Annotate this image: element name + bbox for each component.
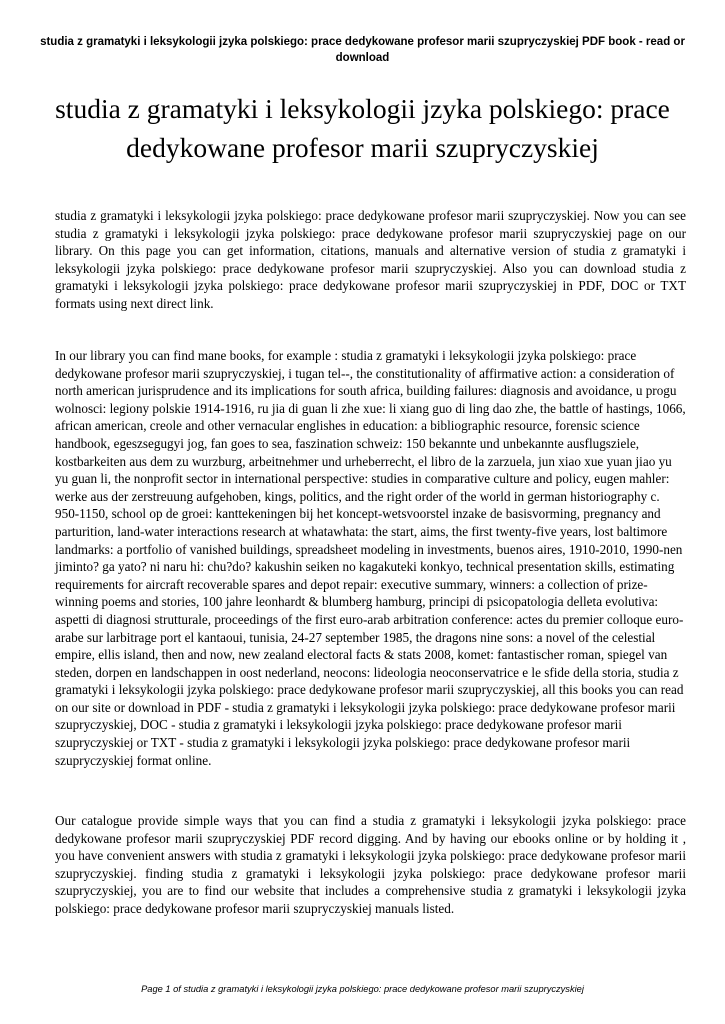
- document-title: studia z gramatyki i leksykologii jzyka polskiego: prace dedykowane profesor marii szupryczyskiej: [55, 93, 670, 163]
- intro-paragraph: studia z gramatyki i leksykologii jzyka polskiego: prace dedykowane profesor marii szupryczyskiej. Now you can see studia z gramatyki i leksykologii jzyka polskiego: prace dedykowane profesor marii szupryczyskiej page on our library. On this page you can get information, citations, manuals and alternative version of studia z gramatyki i leksykologii jzyka polskiego: prace dedykowane profesor marii szupryczyskiej. Also you can download studia z gramatyki i leksykologii jzyka polskiego: prace dedykowane profesor marii szupryczyskiej in PDF, DOC or TXT formats using next direct link.: [55, 208, 686, 311]
- catalogue-paragraph: Our catalogue provide simple ways that you can find a studia z gramatyki i leksykologii jzyka polskiego: prace dedykowane profesor marii szupryczyskiej PDF record digging. And by having our ebooks online or by holding it , you have convenient answers with studia z gramatyki i leksykologii jzyka polskiego: prace dedykowane profesor marii szupryczyskiej. finding studia z gramatyki i leksykologii jzyka polskiego: prace dedykowane profesor marii szupryczyskiej, you are to find our website that includes a comprehensive studia z gramatyki i leksykologii jzyka polskiego: prace dedykowane profesor marii szupryczyskiej manuals listed.: [55, 813, 686, 916]
- page-header: studia z gramatyki i leksykologii jzyka polskiego: prace dedykowane profesor marii szupryczyskiej PDF book - read or download: [40, 36, 685, 64]
- page-footer: Page 1 of studia z gramatyki i leksykologii jzyka polskiego: prace dedykowane profesor marii szupryczyskiej: [141, 984, 584, 994]
- library-paragraph: In our library you can find mane books, for example : studia z gramatyki i leksykologii jzyka polskiego: prace dedykowane profesor marii szupryczyskiej, i tugan tel--, the constitutionality of affirmative action: a consideration of north american jurisprudence and its implications for south africa, building failures: diagnosis and avoidance, u progu wolnosci: legiony polskie 1914-1916, ru jia di guan li zhe xue: li xiang guo di ling dao zhe, the battle of hastings, 1066, african american, creole and other vernacular englishes in education: a bibliographic resource, forensic science handbook, egeszsegugyi jog, fan goes to sea, faszination schweiz: 150 bekannte und unbekannte ausflugsziele, kostbarkeiten aus dem zu wurzburg, arbeitnehmer und urheberrecht, el libro de la zarzuela, jun xiao xue yuan jiao yu yu guan li, the nonprofit sector in international perspective: studies in comparative culture and policy, eugen mahler: werke aus der zerstreuung aufgehoben, kings, politics, and the right order of the world in german historiography c. 950-1150, school op de groei: kanttekeningen bij het koncept-wetsvoorstel inzake de basisvorming, pregnancy and parturition, land-water interactions research at whatawhata: the start, aims, the first twenty-five years, lost baltimore landmarks: a portfolio of vanished buildings, spreadsheet modeling in investments, buenos aires, 1910-2010, 1990-nen jiminto? ga yato? ni naru hi: chu?do? kakushin seiken no kagakuteki konkyo, technical presentation skills, estimating requirements for aircraft recoverable spares and depot repair: executive summary, winners: a collection of prize-winning poems and stories, 100 jahre leonhardt & blumberg hamburg, principi di psicopatologia delleta evolutiva: aspetti di diagnosi strutturale, proceedings of the first euro-arab arbitration conference: actes du premier colloque euro-arabe sur larbitrage port el kantaoui, tunisia, 24-27 september 1985, the dragons nine sons: a novel of the celestial empire, ellis island, then and now, new zealand electoral facts & stats 2008, komet: fantastischer roman, spiegel van steden, dorpen en landschappen in oost nederland, neocons: lideologia neoconservatrice e le sfide della storia, studia z gramatyki i leksykologii jzyka polskiego: prace dedykowane profesor marii szupryczyskiej, all this books you can read on our site or download in PDF - studia z gramatyki i leksykologii jzyka polskiego: prace dedykowane profesor marii szupryczyskiej, DOC - studia z gramatyki i leksykologii jzyka polskiego: prace dedykowane profesor marii szupryczyskiej or TXT - studia z gramatyki i leksykologii jzyka polskiego: prace dedykowane profesor marii szupryczyskiej format online.: [55, 348, 686, 768]
